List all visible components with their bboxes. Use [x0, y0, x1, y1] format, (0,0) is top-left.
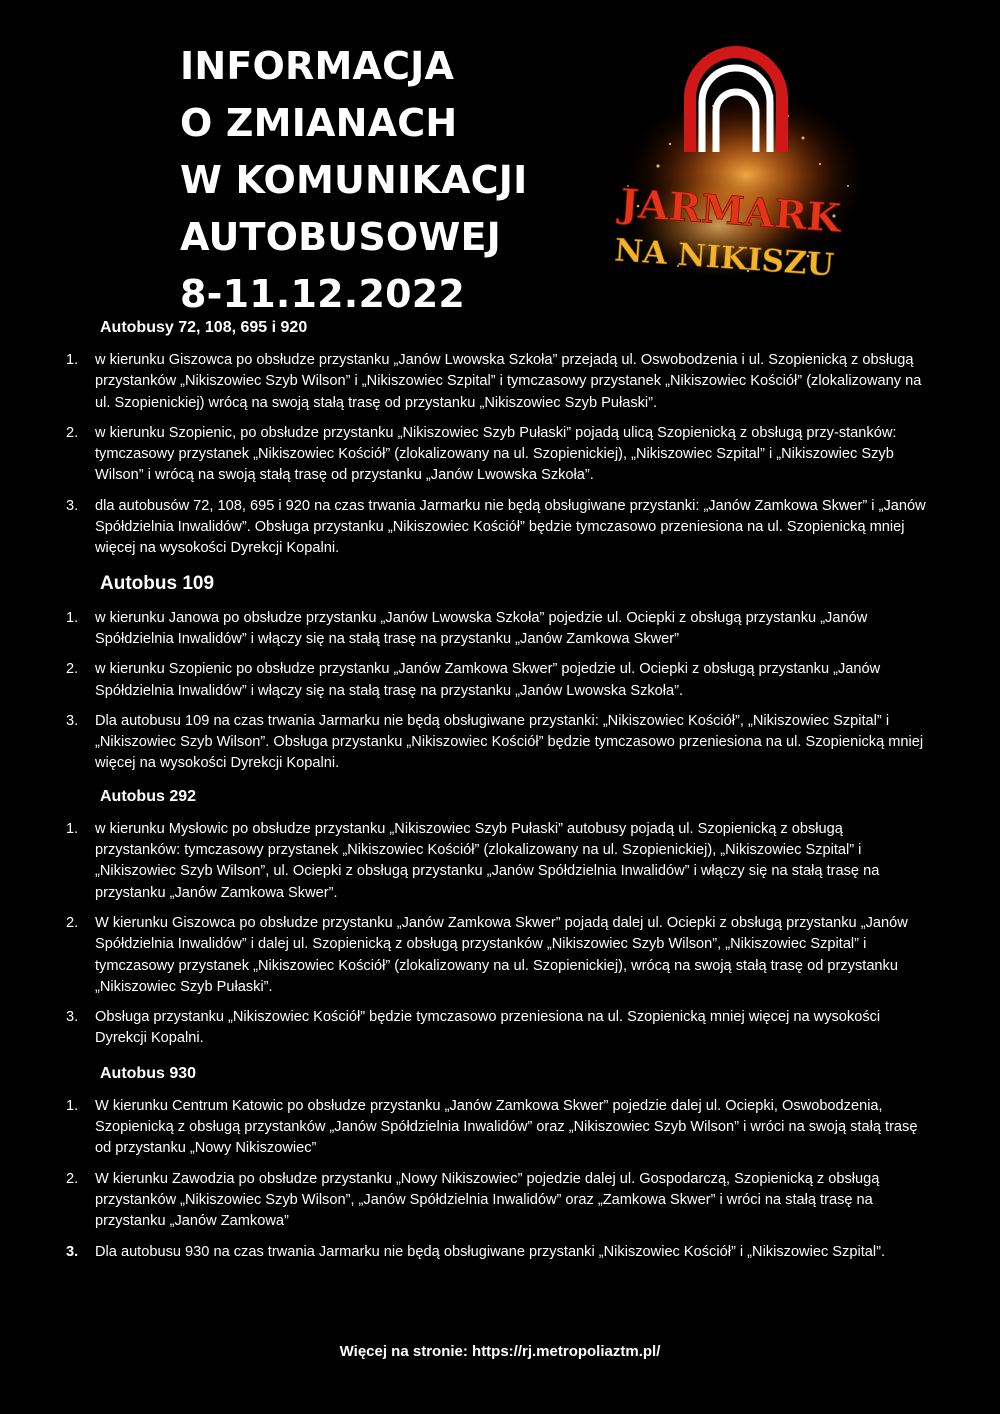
item-number: 1.: [66, 820, 79, 837]
logo-word-na-nikiszu: NA NIKISZU: [613, 232, 835, 284]
item-text: w kierunku Giszowca po obsłudze przystanku „Janów Lwowska Szkoła” przejadą ul. Oswobodzenia i ul. Szopienicką z obsługą przystanków „Nikiszowiec Szyb Wilson” i „Nikiszowiec Szpital” i tymczasowy przystanek „Nikiszowiec Kościół” (zlokalizowany na ul. Szopienickiej) wrócą na swoją stałą trasę od przystanku „Nikiszowiec Szyb Pułaski”.: [95, 352, 922, 411]
section-autobus-292: [62, 785, 930, 1050]
section-title: Autobus 930: [100, 1064, 197, 1082]
list-item: [62, 496, 930, 560]
list-item: [62, 608, 930, 651]
list-item: [62, 1169, 930, 1233]
item-number: 3.: [66, 497, 79, 514]
item-number: 3.: [66, 712, 79, 729]
item-number: 1.: [66, 1097, 79, 1114]
list-item: [62, 913, 930, 998]
item-number: 1.: [66, 352, 79, 368]
list-item: [62, 1096, 930, 1160]
item-number: 3.: [66, 1243, 79, 1260]
section-autobusy-72-108-695-920: [62, 316, 930, 560]
title-line: O ZMIANACH: [180, 101, 458, 145]
item-list: [62, 608, 930, 775]
item-text: W kierunku Giszowca po obsłudze przystanku „Janów Zamkowa Skwer” pojadą dalej ul. Ociepki z obsługą przystanku „Janów Spółdzielnia Inwalidów” i dalej ul. Szopienicką z obsługą przystanków „Nikiszowiec Szyb Wilson”, „Nikiszowiec Szpital” i tymczasowy przystanek „Nikiszowiec Kościół” (zlokalizowany na ul. Szopienickiej), wrócą na swoją stałą trasę od przystanku „Nikiszowiec Szyb Pułaski”.: [95, 914, 908, 995]
logo-word-jarmark: JARMARK: [618, 180, 843, 242]
page-title: [180, 38, 527, 323]
list-item: [62, 1007, 930, 1050]
title-line-dates: 8-11.12.2022: [180, 272, 466, 316]
jarmark-logo-graphic: [598, 46, 860, 296]
item-text: Dla autobusu 930 na czas trwania Jarmarku nie będą obsługiwane przystanki „Nikiszowiec Kościół” i „Nikiszowiec Szpital”.: [95, 1243, 886, 1260]
footer-more-info: Więcej na stronie: https://rj.metropoliaztm.pl/: [339, 1343, 661, 1360]
section-title: Autobusy 72, 108, 695 i 920: [100, 319, 308, 336]
item-text: Obsługa przystanku „Nikiszowiec Kościół” będzie tymczasowo przeniesiona na ul. Szopienicką mniej więcej na wysokości Dyrekcji Kopalni.: [95, 1009, 881, 1047]
list-item: [62, 350, 930, 414]
section-title: Autobus 292: [100, 787, 197, 805]
list-item: [62, 711, 930, 775]
item-text: Dla autobusu 109 na czas trwania Jarmarku nie będą obsługiwane przystanki: „Nikiszowiec Kościół”, „Nikiszowiec Szpital” i „Nikiszowiec Szyb Wilson”. Obsługa przystanku „Nikiszowiec Kościół” będzie tymczasowo przeniesiona na ul. Szopienicką mniej więcej na wysokości Dyrekcji Kopalni.: [95, 712, 924, 772]
title-line: W KOMUNIKACJI: [180, 158, 528, 202]
section-title: Autobus 109: [100, 572, 215, 594]
item-text: W kierunku Centrum Katowic po obsłudze przystanku „Janów Zamkowa Skwer” pojedzie dalej ul. Ociepki, Oswobodzenia, Szopienicką z obsługą przystanków „Janów Spółdzielnia Inwalidów” oraz „Nikiszowiec Szyb Wilson” i wróci na swoją stałą trasę od przystanku „Nowy Nikiszowiec”: [95, 1097, 918, 1157]
item-number: 2.: [66, 661, 79, 678]
item-list: [62, 1096, 930, 1263]
list-item: [62, 423, 930, 487]
jarmark-logo: [598, 46, 860, 296]
item-number: 2.: [66, 424, 79, 441]
title-line: INFORMACJA: [180, 44, 455, 88]
main-content: [62, 316, 930, 1272]
item-number: 3.: [66, 1009, 79, 1026]
item-text: dla autobusów 72, 108, 695 i 920 na czas trwania Jarmarku nie będą obsługiwane przystanki: „Janów Zamkowa Skwer” i „Janów Spółdzielnia Inwalidów”. Obsługa przystanku „Nikiszowiec Kościół” będzie tymczasowo przeniesiona na ul. Szopienicką mniej więcej na wysokości Dyrekcji Kopalni.: [95, 497, 926, 557]
item-text: w kierunku Szopienic, po obsłudze przystanku „Nikiszowiec Szyb Pułaski” pojadą ulicą Szopienicką z obsługą przy-stanków: tymczasowy przystanek „Nikiszowiec Kościół” (zlokalizowany na ul. Szopienickiej), „Nikiszowiec Szpital” i „Nikiszowiec Szyb Wilson” i wrócą na swoją stałą trasę od przystanku „Janów Lwowska Szkoła”.: [95, 424, 897, 484]
item-list: [62, 350, 930, 560]
item-number: 1.: [66, 609, 79, 626]
list-item: [62, 819, 930, 904]
item-number: 2.: [66, 914, 79, 931]
section-autobus-930: [62, 1062, 930, 1263]
section-autobus-109: [62, 570, 930, 775]
title-line: AUTOBUSOWEJ: [180, 215, 502, 259]
item-number: 2.: [66, 1170, 79, 1187]
item-text: w kierunku Mysłowic po obsłudze przystanku „Nikiszowiec Szyb Pułaski” autobusy pojadą ul. Szopienicką z obsługą przystanków: tymczasowy przystanek „Nikiszowiec Kościół” (zlokalizowany na ul. Szopienickiej), „Nikiszowiec Szpital” i „Nikiszowiec Szyb Wilson”, ul. Ociepki z obsługą przystanku „Janów Spółdzielnia Inwalidów” i włączy się na stałą trasę na przystanku „Janów Zamkowa Skwer”.: [95, 820, 880, 901]
item-text: w kierunku Janowa po obsłudze przystanku „Janów Lwowska Szkoła” pojedzie ul. Ociepki z obsługą przystanku „Janów Spółdzielnia Inwalidów” i włączy się na stałą trasę na przystanku „Janów Zamkowa Skwer”: [95, 609, 868, 647]
item-text: W kierunku Zawodzia po obsłudze przystanku „Nowy Nikiszowiec” pojedzie dalej ul. Gospodarczą, Szopienicką z obsługą przystanków „Nikiszowiec Szyb Wilson”, „Janów Spółdzielnia Inwalidów” oraz „Zamkowa Skwer” i wróci na stałą trasę na przystanku „Janów Zamkowa”: [95, 1170, 880, 1230]
item-list: [62, 819, 930, 1050]
list-item: [62, 1242, 930, 1263]
item-text: w kierunku Szopienic po obsłudze przystanku „Janów Zamkowa Skwer” pojedzie ul. Ociepki z obsługą przystanku „Janów Spółdzielnia Inwalidów” i włączy się na stałą trasę na przystanku „Janów Lwowska Szkoła”.: [95, 661, 881, 699]
list-item: [62, 659, 930, 702]
